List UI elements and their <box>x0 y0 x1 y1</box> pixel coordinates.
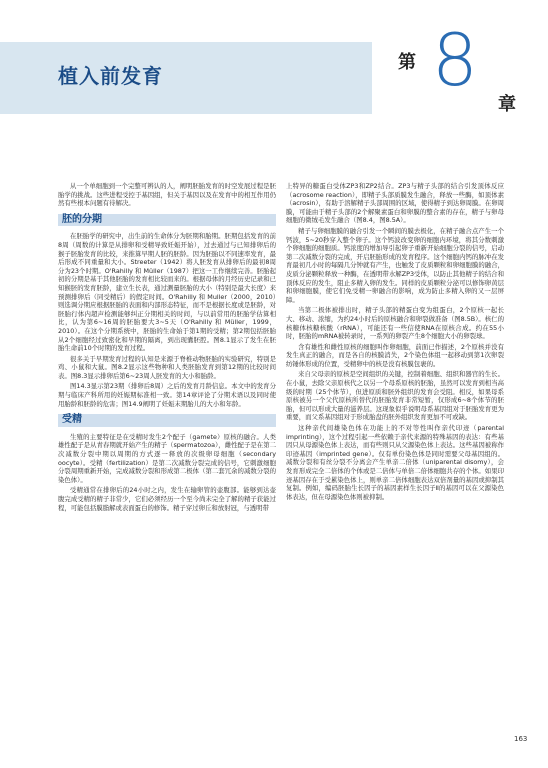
paragraph: 当第二极体被排出时，精子头部的精蛋白变为组蛋白，2个原核一起长大、移动、浓缩，为约24小时后的原核融合和卵裂做准备（图8.5B）。核仁的核糖体核糖核酸（rRNA），可能还有一些信使RNA在原核合成。约在55小时，胚胎的mRNA被转录时，一系列的卵裂产生8个细胞大小的卵裂球。 <box>286 306 504 341</box>
left-column <box>58 182 276 514</box>
chapter-prefix: 第 <box>398 52 416 73</box>
paragraph: 上特异的糖蛋白受体ZP3和ZP2结合。ZP3与精子头部的结合引发顶体反应（acrosome reaction），即精子头部质膜发生融合，释放一些酶，如顶体素（acrosin），有助于溶解精子头部周围的区域，使得精子到达卵周膜。在卵周膜，可能由于精子头部的2个解聚素蛋白和卵膜的整合素的存在，精子与卵母细胞的微绒毛发生融合（图8.4，图8.5A）。 <box>286 182 504 225</box>
chapter-header <box>0 18 548 130</box>
paragraph: 这种亲代间雄染色体在功能上的不对等性叫作亲代印迹（parental imprinting），这个过程引起一些依赖于亲代来源的特殊基因的表达：有些基因只从母源染色体上表达，而有些则只从父源染色体上表达。这些基因被称作印迹基因（imprinted gene）。仅有单份染色体是同时需要父母基因组的。减数分裂和有丝分裂不分离会产生单亲二倍体（uniparental disomy），会发育形成完全二倍体的个体或是二倍体与单倍二倍体细胞共存的个体。如果印迹基因存在于受累染色体上，则单亲二倍体细胞表达双倍剂量的基因或抑制其复制。例如，编码胚胎生长因子的基因素样生长因子Ⅱ的基因可以在父源染色体表达，但在母源染色体则被抑制。 <box>286 424 504 501</box>
intro-paragraph: 从一个单细胞到一个完整可辨认的人，阐明胚胎发育的时空发展过程是胚胎学的挑战。这些进程受控于基因组，但关于基因以及在发育中的相互作用仍然有些根本问题有待解决。 <box>58 182 276 208</box>
paragraph: 图14.3显示第23期（排卵后8周）之后的发育月龄信息。本文中的发育分期与临床产科所用的妊娠期标准相一致。第14章评论了分期术语以及同时使用胎龄和胚龄的危害；图14.9阐明了妊娠末期胎儿的大小和年龄。 <box>58 382 276 408</box>
paragraph: 含有雄性和雌性原核的细胞叫作卵细胞，前面已作描述，2个原核并没有发生真正的融合，而是各自的核膜消失，2个染色体组一起移动到第1次卵裂纺锤体形成的位置，受精卵中的核是没有核膜包裹的。 <box>286 342 504 368</box>
chapter-suffix: 章 <box>498 94 516 115</box>
paragraph: 很多关于早期发育过程的认知是来源于脊椎动物胚胎的实验研究，特别是鸡、小鼠和大鼠。图8.2显示这些物种和人类胚胎发育到第12期的比较时间表。图8.3显示排卵后第6~23周人胚发育的大小和胎龄。 <box>58 354 276 380</box>
paragraph: 受精通常在排卵后的24小时之内，发生在输卵管的壶腹部。能够到达壶腹完成受精的精子非常少，它们必须经历一个至今尚未完全了解的精子获能过程，可能包括膜脂解或表面蛋白的修饰。精子穿过卵丘和放射冠，与透明带 <box>58 486 276 512</box>
paragraph: 精子与卵细胞膜的融合引发一个瞬间的膜去极化，在精子融合点产生一个钙波，5~20秒穿入整个卵子。这个钙波改变卵的细胞内环境，将其分数刺激个卵细胞的细胞质。钙浓度的增加导引起卵子重新开始细胞分裂的信号，启动第二次减数分裂的完成，开启胚胎形成的发育程序。这个细胞内钙的脉冲在发育最初几小时的每隔几分钟就有产生，也触发了皮质颗粒和卵细胞膜的融合，皮质分泌颗粒释放一种酶，在透明带水解ZP3受体，以防止其他精子的结合和顶体反应的发生，阻止多精入卵的发生。同样的皮质颗粒分泌可以修饰卵黄层和卵细胞膜，使它们免受精一卵融合的影响，成为防止多精入卵的又一层屏障。 <box>286 226 504 304</box>
section-heading-staging: 胚的分期 <box>58 214 276 227</box>
title-band <box>0 42 372 114</box>
chapter-title: 植入前发育 <box>58 64 163 88</box>
page-number: 163 <box>514 735 528 743</box>
chapter-number: 8 <box>432 18 478 102</box>
section-heading-fertilization: 受精 <box>58 414 276 427</box>
paragraph: 在胚胎学的研究中，出生前的生命体分为胚期和胎期。胚期包括发育的前8周（周数的计算是从排卵和受精导致妊娠开始），过去通过与已知排卵后的猴子胚胎发育的比较，来推算早期人胚的胚龄。因为胚胎以不同速率发育，最后形成不同重量和大小。Streeter（1942）将人胚发育从排卵后的最初8周分为23个时期。O'Rahilly 和 Müller（1987）把这一工作继续完善。胚胎起初的分期是基于其他胚胎的发育相比较而来的。根据母体的月经历史记录和已知猴胚的发育胚龄，建立生长表，通过测量胚胎的大小（特别是最大长度）来预测排卵后（同受精后）的假定时间。O'Rahilly 和 Muller（2000，2010）则选调分期应根据胚胎的表面和内部形态特征，而不是根据长度或是胚龄，对胚胎行体内超声检测能够纠正分期相关的时间，与以前常用的胚胎学估算相比，认为第6~16周的胚胎要大3~5天（O'Rahilly 和 Müller，1999，2010）。在这个分期系统中，胚胎的生命始于第1期的受精；第2期包括胚胎从2个细胞经过致密化和早期的隔离，到出现囊胚腔。图8.1显示了发生在胚胎生命前10个时期的发育过程。 <box>58 232 276 353</box>
right-column <box>286 182 504 503</box>
paragraph: 生殖的主要特征是在受精时发生2个配子（gamete）原核的融合。人类雄性配子是从青春期就开始产生的精子（spermatozoa），雌性配子是在第二次减数分裂中期以周期的方式逐一释放的次级卵母细胞（secondary oocyte）。受精（fertilization）是第二次减数分裂完成的信号，它刺激细胞分裂周期重新开始，完成减数分裂和形成第二极体（第二套冗余的减数分裂的染色体）。 <box>58 432 276 484</box>
paragraph: 来自父母亲的原核是空间组织的关键，控制着细胞、组织和器官的生长。在小鼠，去除父亲原核代之以另一个母系原核的胚胎，虽然可以发育到相当高级的时期（25个体节），但进原质和胚外组织的发育会受阻。相反，如果母系原核被另一个父代原核所替代的胚胎发育非常短暂，仅形成6~8个体节的胚胎，但可以形成大量的滋养层。这现象似乎说明母系基因组对于胚胎发育更为重要，而父系基因组对于形成胎盘的胚外组织发育更加不可或缺。 <box>286 370 504 422</box>
